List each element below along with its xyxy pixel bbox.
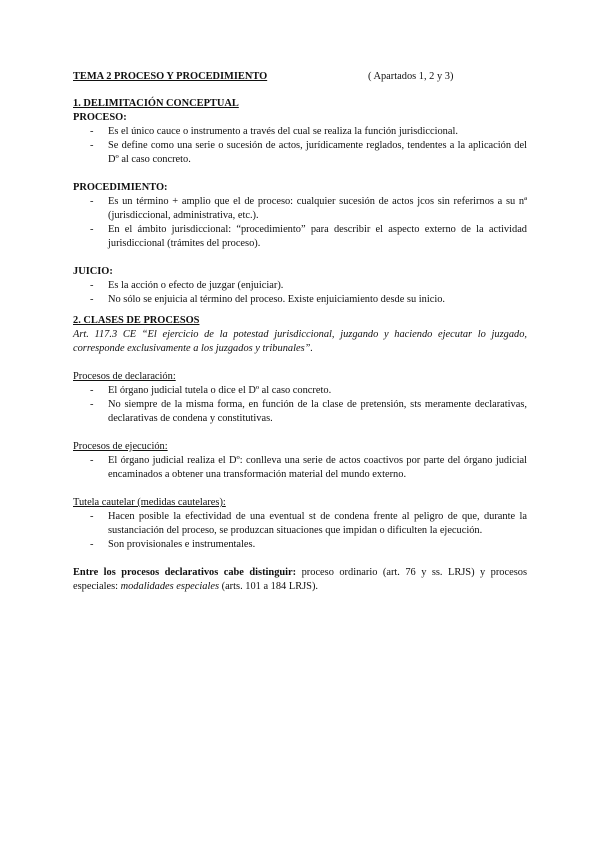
closing-text-1: proceso ordinario (art. 76 y ss. LRJS) y procesos especiales: (73, 567, 527, 592)
ejecucion-label: Procesos de ejecución: (73, 441, 168, 452)
list-item: - No sólo se enjuicia al término del proceso. Existe enjuiciamiento desde su inicio. (73, 293, 527, 307)
list-item: - En el ámbito jurisdiccional: “procedimiento” para describir el aspecto externo de la actividad jurisdiccional (trámites del proceso). (73, 223, 527, 251)
list-item: - Es el único cauce o instrumento a través del cual se realiza la función jurisdiccional. (73, 125, 527, 139)
title-note: ( Apartados 1, 2 y 3) (368, 71, 454, 82)
list-item: - Hacen posible la efectividad de una eventual st de condena frente al peligro de que, durante la sustanciación del proceso, se produzcan situaciones que impidan o dificulten la ejecución. (73, 510, 527, 538)
ejecucion-list (73, 454, 527, 482)
constitution-quote: Art. 117.3 CE “El ejercicio de la potestad jurisdiccional, juzgando y haciendo ejecutar lo juzgado, corresponde exclusivamente a los juzgados y tribunales”. (73, 329, 527, 354)
list-item: - Es un término + amplio que el de proceso: cualquier sucesión de actos jcos sin referirnos a su nª (jurisdiccional, administrativa, etc.). (73, 195, 527, 223)
declaracion-list (73, 384, 527, 426)
proceso-list (73, 125, 527, 167)
page-title: TEMA 2 PROCESO Y PROCEDIMIENTO (73, 71, 268, 82)
list-item: - El órgano judicial realiza el Dº: conlleva una serie de actos coactivos por parte del órgano judicial encaminados a obtener una transformación material del mundo externo. (73, 454, 527, 482)
document-page (73, 70, 527, 594)
section1-heading: 1. DELIMITACIÓN CONCEPTUAL (73, 98, 239, 109)
proceso-label: PROCESO: (73, 112, 127, 123)
procedimiento-list (73, 195, 527, 251)
juicio-list (73, 279, 527, 307)
list-item: - Se define como una serie o sucesión de actos, jurídicamente reglados, tendentes a la aplicación del Dº al caso concreto. (73, 139, 527, 167)
closing-text-2: (arts. 101 a 184 LRJS). (219, 581, 319, 592)
list-item: - Es la acción o efecto de juzgar (enjuiciar). (73, 279, 527, 293)
juicio-label: JUICIO: (73, 266, 113, 277)
closing-bold: Entre los procesos declarativos cabe distinguir: (73, 567, 297, 578)
closing-italic: modalidades especiales (120, 581, 220, 592)
procedimiento-label: PROCEDIMIENTO: (73, 182, 168, 193)
list-item: - Son provisionales e instrumentales. (73, 538, 527, 552)
list-item: - El órgano judicial tutela o dice el Dº al caso concreto. (73, 384, 527, 398)
cautelar-list (73, 510, 527, 552)
cautelar-label: Tutela cautelar (medidas cautelares): (73, 497, 226, 508)
section2-heading: 2. CLASES DE PROCESOS (73, 315, 200, 326)
closing-paragraph (73, 566, 527, 594)
list-item: - No siempre de la misma forma, en función de la clase de pretensión, sts meramente declarativas, declarativas de condena y constitutivas. (73, 398, 527, 426)
title-row (73, 70, 527, 84)
declaracion-label: Procesos de declaración: (73, 371, 176, 382)
